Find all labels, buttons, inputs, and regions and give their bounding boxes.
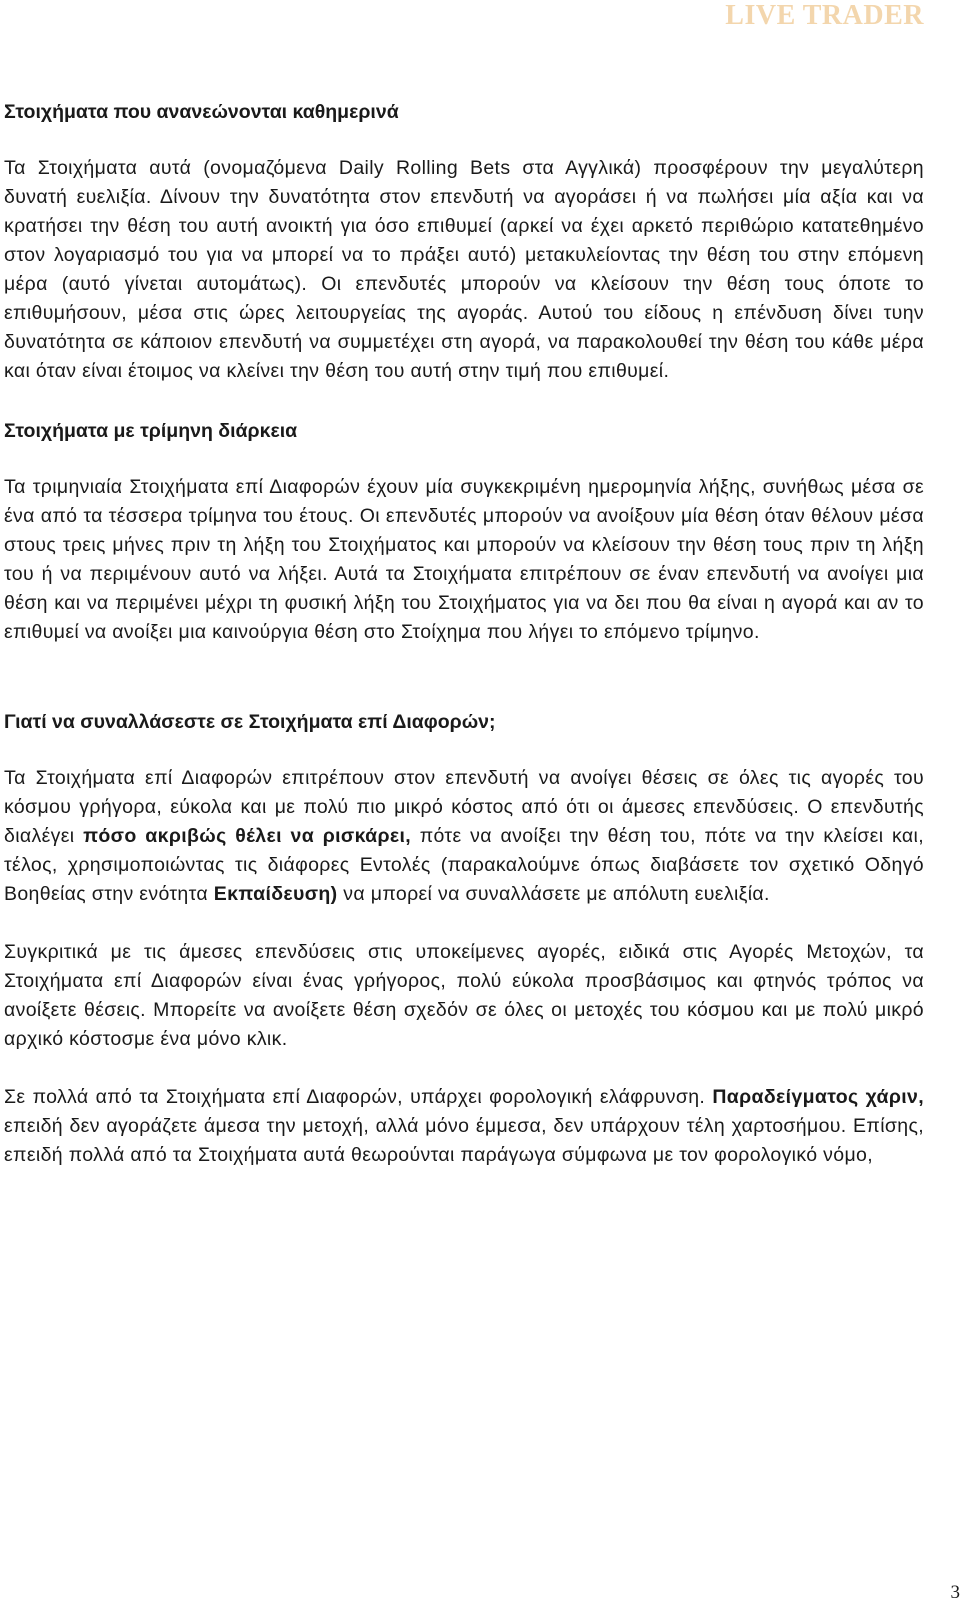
bold-phrase: Εκπαίδευση) — [213, 883, 338, 905]
paragraph-quarterly: Τα τριμηνιαία Στοιχήματα επί Διαφορών έχουν μία συγκεκριμένη ημερομηνία λήξης, συνήθως μέσα σε ένα από τα τέσσερα τρίμηνα του έτους. Οι επενδυτές μπορούν να ανοίξουν μία θέση όταν θέλουν μέσα στους τρεις μήνες πριν τη λήξη του Στοιχήματος και μπορούν να κλείσουν την θέση τους πριν τη λήξη του ή να περιμένουν αυτό να λήξει. Αυτά τα Στοιχήματα επιτρέπουν σε έναν επενδυτή να ανοίγει μια θέση και να περιμένει μέχρι τη φυσική λήξη του Στοιχήματος για να δει που θα είναι η αγορά και αν το επιθυμεί να ανοίξει μια καινούργια θέση στο Στοίχημα που λήγει το επόμενο τρίμηνο. — [4, 476, 924, 643]
paragraph-why-1 — [4, 764, 924, 909]
paragraph-why-2: Συγκριτικά με τις άμεσες επενδύσεις στις υποκείμενες αγορές, ειδικά στις Αγορές Μετοχών, τα Στοιχήματα επί Διαφορών είναι ένας γρήγορος, πολύ εύκολα προσβάσιμος και φτηνός τρόπος να ανοίξετε θέσεις. Μπορείτε να ανοίξετε θέση σχεδόν σε όλες οι μετοχές του κόσμου και με πολύ μικρό αρχικό κόστοσμε ένα μόνο κλικ. — [4, 941, 924, 1050]
section-heading-quarterly: Στοιχήματα με τρίμηνη διάρκεια — [4, 420, 298, 442]
document-body — [4, 100, 924, 1170]
bold-phrase: πόσο ακριβώς θέλει να ρισκάρει, — [83, 825, 412, 847]
paragraph-text: πότε να ανοίξει την θέση του, πότε να την κλείσει και, τέλος, χρησιμοποιώντας τις διάφορες Εντολές (παρακαλούμνε όπως διαβάσετε τον σχετικό Οδηγό Βοηθείας στην ενότητα — [4, 825, 924, 905]
paragraph-text: Τα Στοιχήματα επί Διαφορών επιτρέπουν στον επενδυτή να ανοίγει θέσεις σε όλες τις αγορές του κόσμου γρήγορα, εύκολα και με πολύ πιο μικρό κόστος από ότι οι άμεσες επενδύσεις. Ο επενδυτής διαλέγει — [4, 767, 924, 847]
section-heading-daily: Στοιχήματα που ανανεώνονται καθημερινά — [4, 101, 399, 123]
section-heading-why: Γιατί να συναλλάσεστε σε Στοιχήματα επί Διαφορών; — [4, 711, 496, 733]
brand-logo: LIVE TRADER — [725, 0, 924, 31]
paragraph-why-3 — [4, 1083, 924, 1170]
paragraph-text: Σε πολλά από τα Στοιχήματα επί Διαφορών, υπάρχει φορολογική ελάφρυνση. — [4, 1086, 713, 1108]
paragraph-text: επειδή δεν αγοράζετε άμεσα την μετοχή, αλλά μόνο έμμεσα, δεν υπάρχουν τέλη χαρτοσήμου. Επίσης, επειδή πολλά από τα Στοιχήματα αυτά θεωρούνται παράγωγα σύμφωνα με τον φορολογικό νόμο, — [4, 1115, 924, 1166]
paragraph-daily: Τα Στοιχήματα αυτά (ονομαζόμενα Daily Rolling Bets στα Αγγλικά) προσφέρουν την μεγαλύτερη δυνατή ευελιξία. Δίνουν την δυνατότητα στον επενδυτή να αγοράσει ή να πωλήσει μία αξία και να κρατήσει την θέση του αυτή ανοικτή για όσο επιθυμεί (αρκεί να έχει αρκετό περιθώριο κατατεθημένο στον λογαριασμό του για να μπορεί να το πράξει αυτό) μετακυλείοντας την θέση του στην επόμενη μέρα (αυτό γίνεται αυτομάτως). Οι επενδυτές μπορούν να κλείσουν την θέση τους όποτε το επιθυμήσουν, μέσα στις ώρες λειτουργείας της αγοράς. Αυτού του είδους η επένδυση δίνει τυην δυνατότητα σε κάποιον επενδυτή να συμμετέχει στη αγορά, να παρακολουθεί την θέση του κάθε μέρα και όταν είναι έτοιμος να κλείνει την θέση του αυτή στην τιμή που επιθυμεί. — [4, 157, 924, 382]
bold-phrase: Παραδείγματος χάριν, — [712, 1086, 925, 1108]
page-number: 3 — [950, 1582, 960, 1603]
paragraph-text: να μπορεί να συναλλάσετε με απόλυτη ευελιξία. — [337, 883, 770, 905]
